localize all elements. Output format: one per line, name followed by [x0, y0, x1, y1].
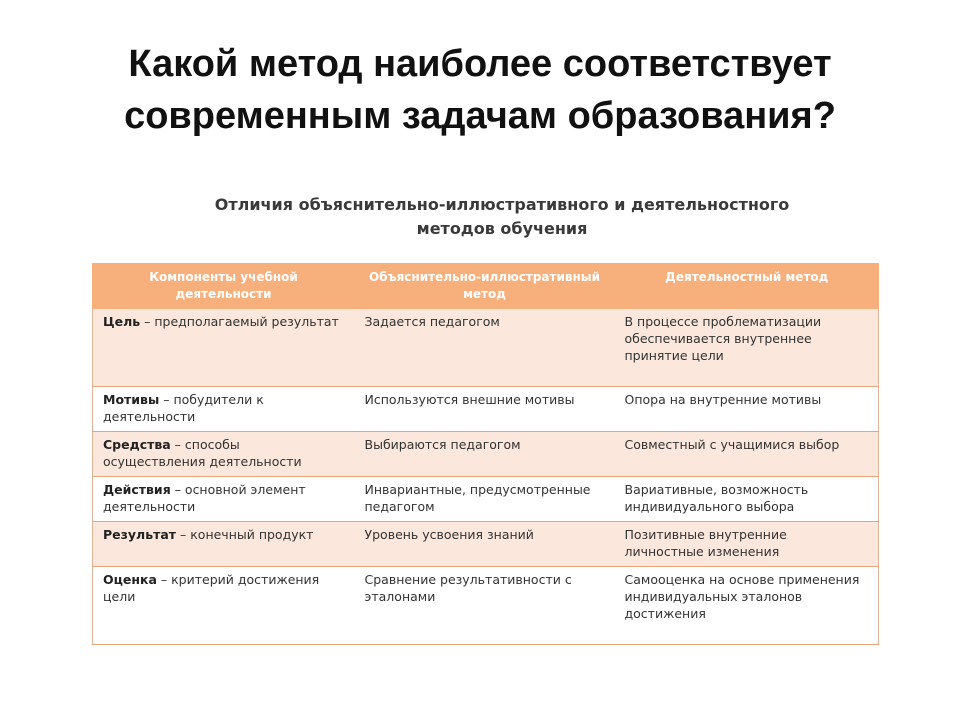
slide-title: [0, 38, 960, 142]
activity-method-cell: Позитивные внутренние личностные изменения: [615, 522, 879, 567]
slide-title-line-1: Какой метод наиболее соответствует: [128, 43, 832, 85]
explanatory-method-cell: Сравнение результативности с эталонами: [355, 567, 615, 645]
explanatory-method-cell: Уровень усвоения знаний: [355, 522, 615, 567]
table-row: [93, 309, 879, 387]
component-definition: – предполагаемый результат: [140, 314, 339, 329]
table-caption: [152, 193, 852, 241]
explanatory-method-cell: Выбираются педагогом: [355, 432, 615, 477]
row-component-cell: [93, 432, 355, 477]
component-definition: – конечный продукт: [176, 527, 314, 542]
comparison-figure: [92, 193, 878, 653]
component-term: Действия: [103, 482, 171, 497]
table-caption-line-1: Отличия объяснительно-иллюстративного и деятельностного: [214, 195, 790, 214]
row-component-cell: [93, 522, 355, 567]
column-header-components: Компоненты учебной деятельности: [93, 263, 355, 309]
table-row: [93, 477, 879, 522]
explanatory-method-cell: Инвариантные, предусмотренные педагогом: [355, 477, 615, 522]
component-definition: – способы осуществления деятельности: [103, 437, 302, 469]
component-definition: – побудители к деятельности: [103, 392, 264, 424]
component-term: Цель: [103, 314, 141, 329]
component-term: Оценка: [103, 572, 157, 587]
explanatory-method-cell: Используются внешние мотивы: [355, 387, 615, 432]
row-component-cell: [93, 567, 355, 645]
column-header-explanatory-method: Объяснительно-иллюстративный метод: [355, 263, 615, 309]
explanatory-method-cell: Задается педагогом: [355, 309, 615, 387]
component-term: Средства: [103, 437, 171, 452]
table-row: [93, 387, 879, 432]
activity-method-cell: Самооценка на основе применения индивидуальных эталонов достижения: [615, 567, 879, 645]
activity-method-cell: Опора на внутренние мотивы: [615, 387, 879, 432]
slide-title-line-2: современным задачам образования?: [124, 95, 836, 137]
table-row: [93, 522, 879, 567]
table-header-row: [93, 263, 879, 309]
activity-method-cell: Вариативные, возможность индивидуального выбора: [615, 477, 879, 522]
row-component-cell: [93, 309, 355, 387]
activity-method-cell: Совместный с учащимися выбор: [615, 432, 879, 477]
row-component-cell: [93, 387, 355, 432]
table-caption-line-2: методов обучения: [416, 219, 588, 238]
activity-method-cell: В процессе проблематизации обеспечивается внутреннее принятие цели: [615, 309, 879, 387]
component-term: Результат: [103, 527, 177, 542]
comparison-table: [92, 263, 879, 645]
column-header-activity-method: Деятельностный метод: [615, 263, 879, 309]
row-component-cell: [93, 477, 355, 522]
table-row: [93, 567, 879, 645]
component-term: Мотивы: [103, 392, 160, 407]
table-row: [93, 432, 879, 477]
component-definition: – основной элемент деятельности: [103, 482, 306, 514]
component-definition: – критерий достижения цели: [103, 572, 320, 604]
